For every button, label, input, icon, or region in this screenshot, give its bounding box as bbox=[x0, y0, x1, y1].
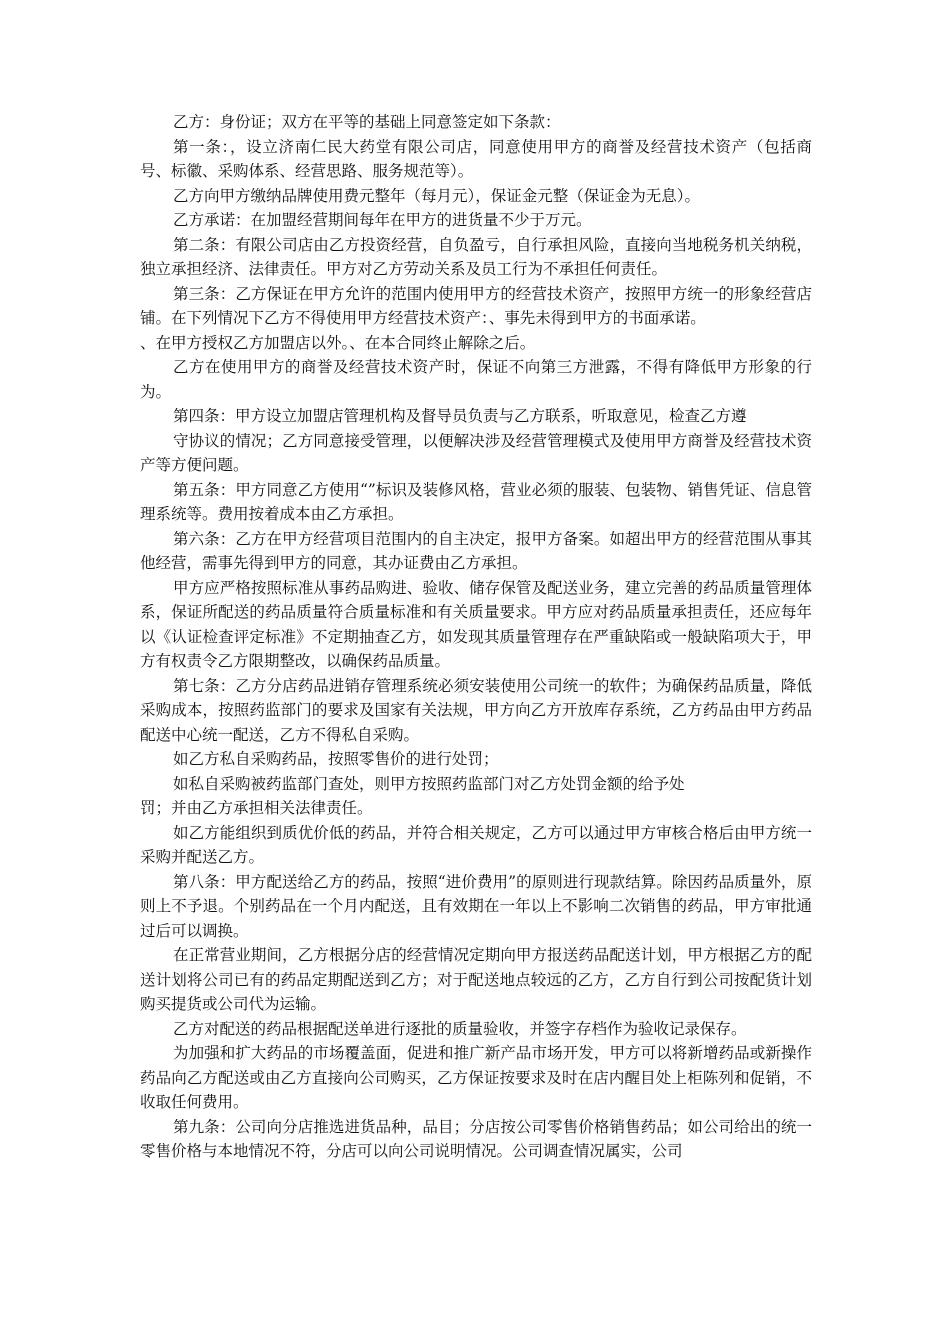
clause-brand-fee: 乙方向甲方缴纳品牌使用费元整年（每月元），保证金元整（保证金为无息）。 bbox=[173, 186, 701, 205]
clause-article-4-continued: 守协议的情况；乙方同意接受管理，以便解决涉及经营管理模式及使用甲方商誉及经营技术资产等方便问题。 bbox=[140, 431, 812, 474]
clause-article-1: 第一条：，设立济南仁民大药堂有限公司店，同意使用甲方的商誉及经营技术资产（包括商号、标徽、采购体系、经营思路、服务规范等）。 bbox=[140, 137, 812, 180]
clause-inspection: 乙方对配送的药品根据配送单进行逐批的质量验收，并签字存档作为验收记录保存。 bbox=[173, 1019, 747, 1038]
clause-article-3: 第三条：乙方保证在甲方允许的范围内使用甲方的经营技术资产，按照甲方统一的形象经营店铺。在下列情况下乙方不得使用甲方经营技术资产：、事先未得到甲方的书面承诺。 bbox=[140, 284, 812, 327]
clause-market-coverage: 为加强和扩大药品的市场覆盖面，促进和推广新产品市场开发，甲方可以将新增药品或新操作药品向乙方配送或由乙方直接向公司购买，乙方保证按要求及时在店内醒目处上柜陈列和促销，不收取任何费用。 bbox=[140, 1044, 812, 1111]
clause-regulator-penalty-continued: 罚；并由乙方承担相关法律责任。 bbox=[140, 799, 373, 817]
clause-private-purchase-penalty: 如乙方私自采购药品，按照零售价的进行处罚； bbox=[173, 750, 499, 768]
clause-confidentiality: 乙方在使用甲方的商誉及经营技术资产时，保证不向第三方泄露，不得有降低甲方形象的行为。 bbox=[140, 358, 812, 401]
clause-article-9: 第九条：公司向分店推选进货品种，品目；分店按公司零售价格销售药品；如公司给出的统一零售价格与本地情况不符，分店可以向公司说明情况。公司调查情况属实，公司 bbox=[140, 1117, 812, 1160]
clause-article-7: 第七条：乙方分店药品进销存管理系统必须安装使用公司统一的软件；为确保药品质量，降低采购成本，按照药监部门的要求及国家有关法规，甲方向乙方开放库存系统，乙方药品由甲方药品配送中心统一配送，乙方不得私自采购。 bbox=[140, 676, 812, 744]
clause-article-3-conditions: 、在甲方授权乙方加盟店以外。、在本合同终止解除之后。 bbox=[140, 333, 536, 352]
clause-party-b-id: 乙方：身份证；双方在平等的基础上同意签定如下条款： bbox=[173, 113, 561, 131]
contract-page bbox=[140, 110, 812, 1164]
clause-quality-sourcing: 如乙方能组织到质优价低的药品，并符合相关规定，乙方可以通过甲方审核合格后由甲方统一采购并配送乙方。 bbox=[140, 823, 812, 866]
clause-purchase-commitment: 乙方承诺：在加盟经营期间每年在甲方的进货量不少于万元。 bbox=[173, 211, 592, 229]
clause-article-2: 第二条：有限公司店由乙方投资经营，自负盈亏，自行承担风险，直接向当地税务机关纳税，独立承担经济、法律责任。甲方对乙方劳动关系及员工行为不承担任何责任。 bbox=[140, 235, 812, 278]
clause-article-4: 第四条：甲方设立加盟店管理机构及督导员负责与乙方联系，听取意见，检查乙方遵 bbox=[173, 407, 747, 425]
clause-article-6: 第六条：乙方在甲方经营项目范围内的自主决定，报甲方备案。如超出甲方的经营范围从事其他经营，需事先得到甲方的同意，其办证费由乙方承担。 bbox=[140, 529, 812, 572]
clause-article-5: 第五条：甲方同意乙方使用“”标识及装修风格，营业必须的服装、包装物、销售凭证、信息管理系统等。费用按着成本由乙方承担。 bbox=[140, 480, 812, 523]
clause-regulator-penalty: 如私自采购被药监部门查处，则甲方按照药监部门对乙方处罚金额的给予处 bbox=[173, 774, 685, 793]
clause-quality-management: 甲方应严格按照标准从事药品购进、验收、储存保管及配送业务，建立完善的药品质量管理体系，保证所配送的药品质量符合质量标准和有关质量要求。甲方应对药品质量承担责任，还应每年以《认证检查评定标准》不定期抽查乙方，如发现其质量管理存在严重缺陷或一般缺陷项大于，甲方有权责令乙方限期整改，以确保药品质量。 bbox=[140, 578, 812, 670]
clause-article-8: 第八条：甲方配送给乙方的药品，按照“进价费用”的原则进行现款结算。除因药品质量外，原则上不予退。个别药品在一个月内配送，且有效期在一年以上不影响二次销售的药品，甲方审批通过后可以调换。 bbox=[140, 872, 812, 940]
clause-delivery-plan: 在正常营业期间，乙方根据分店的经营情况定期向甲方报送药品配送计划，甲方根据乙方的配送计划将公司已有的药品定期配送到乙方；对于配送地点较远的乙方，乙方自行到公司按配货计划购买提货或公司代为运输。 bbox=[140, 946, 812, 1013]
